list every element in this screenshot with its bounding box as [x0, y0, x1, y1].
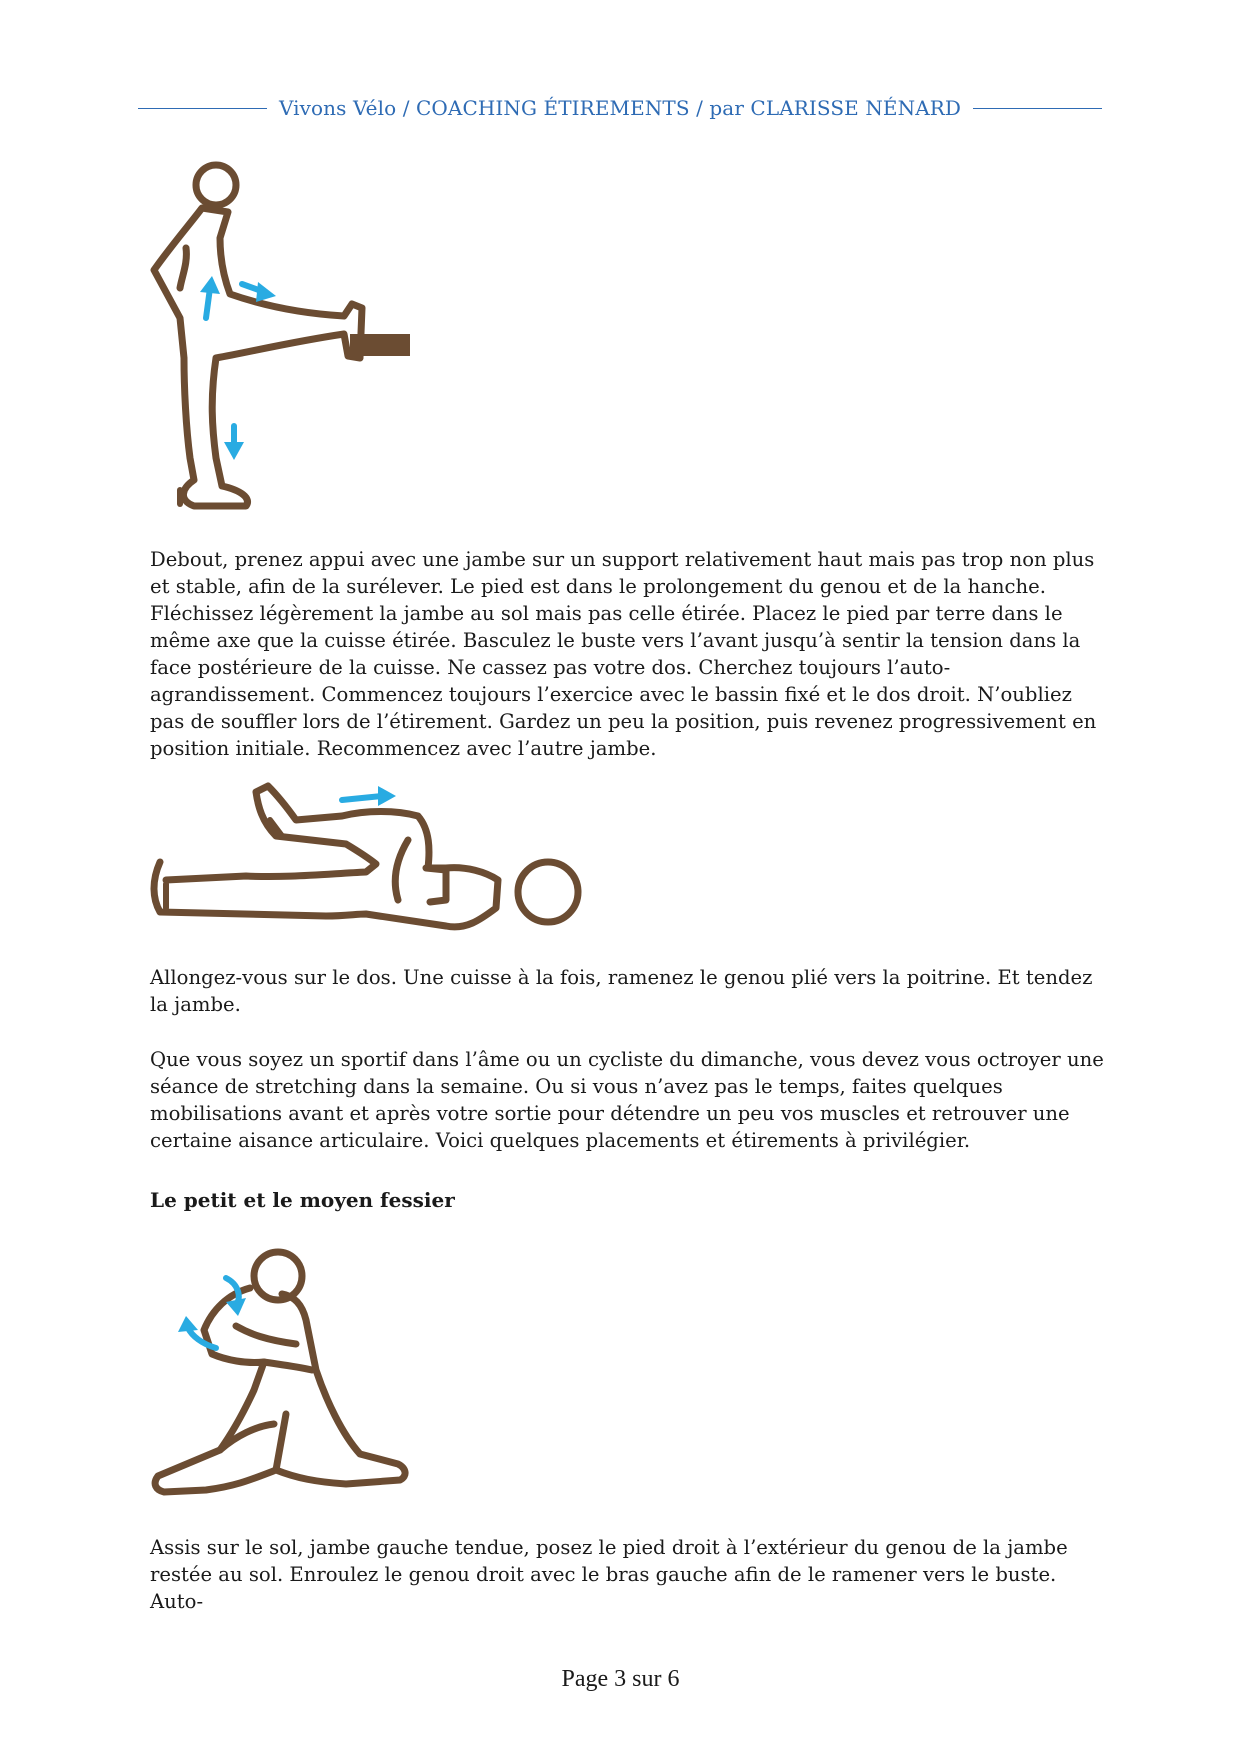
header-rule-left — [138, 108, 267, 109]
seated-glute-stretch-illustration — [146, 1240, 416, 1510]
section-heading-fessier: Le petit et le moyen fessier — [150, 1188, 455, 1212]
arrow-up-icon — [200, 276, 220, 318]
paragraph-seated-stretch: Assis sur le sol, jambe gauche tendue, posez le pied droit à l’extérieur du genou de la jambe restée au sol. Enroulez le genou droit avec le bras gauche afin de le ramener vers le buste. Auto- — [150, 1536, 1068, 1613]
lying-knee-to-chest-illustration — [146, 780, 586, 940]
page-number: Page 3 sur 6 — [561, 1666, 680, 1692]
paragraph-lying-stretch: Allongez-vous sur le dos. Une cuisse à la fois, ramenez le genou plié vers la poitrine. Et tendez la jambe. — [150, 966, 1093, 1016]
running-header — [138, 96, 1102, 120]
header-title: Vivons Vélo / COACHING ÉTIREMENTS / par CLARISSE NÉNARD — [278, 96, 962, 120]
header-rule-right — [973, 108, 1102, 109]
arrow-down-icon — [224, 426, 244, 460]
paragraph-standing-stretch: Debout, prenez appui avec une jambe sur un support relativement haut mais pas trop non plus et stable, afin de la surélever. Le pied est dans le prolongement du genou et de la hanche. Fléchissez légèrement la jambe au sol mais pas celle étirée. Placez le pied par terre dans le même axe que la cuisse étirée. Basculez le buste vers l’avant jusqu’à sentir la tension dans la face postérieure de la cuisse. Ne cassez pas votre dos. Cherchez toujours l’auto-agrandissement. Commencez toujours l’exercice avec le bassin fixé et le dos droit. N’oubliez pas de souffler lors de l’étirement. Gardez un peu la position, puis revenez progressivement en position initiale. Recommencez avec l’autre jambe. — [150, 548, 1097, 760]
paragraph-introduction: Que vous soyez un sportif dans l’âme ou un cycliste du dimanche, vous devez vous octroyer une séance de stretching dans la semaine. Ou si vous n’avez pas le temps, faites quelques mobilisations avant et après votre sortie pour détendre un peu vos muscles et retrouver une certaine aisance articulaire. Voici quelques placements et étirements à privilégier. — [150, 1048, 1104, 1152]
arrow-right-icon — [342, 786, 396, 806]
standing-hamstring-stretch-illustration — [140, 158, 420, 518]
